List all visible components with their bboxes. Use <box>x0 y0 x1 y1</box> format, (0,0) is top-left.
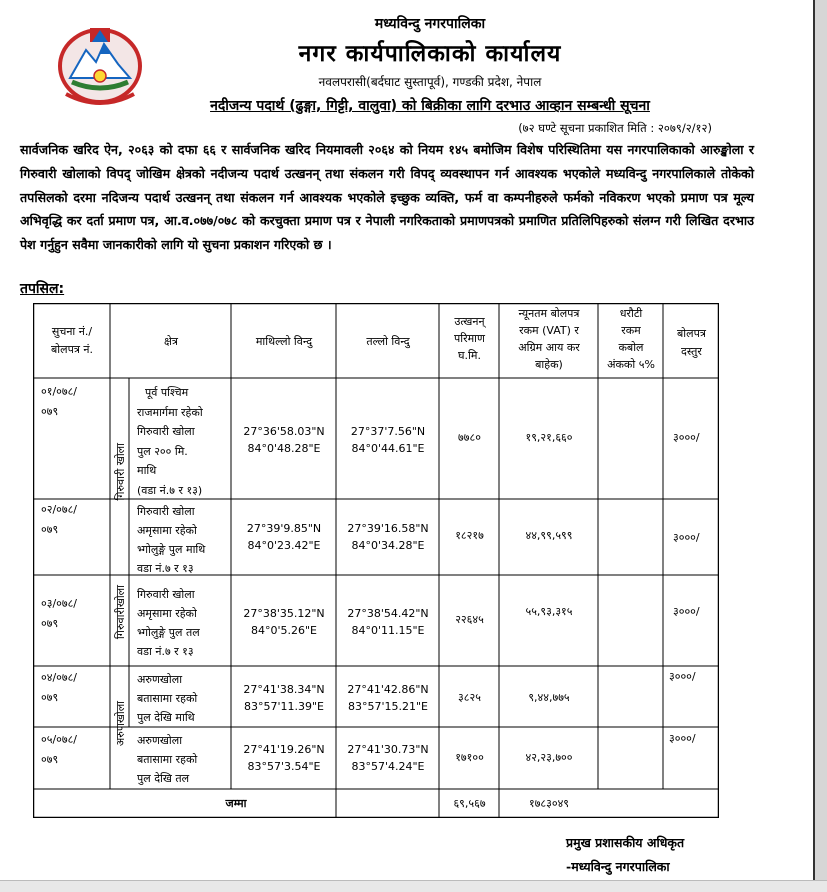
notice-body: सार्वजनिक खरिद ऐन, २०६३ को दफा ६६ र सार्वजनिक खरिद नियमावली २०६४ को नियम १४५ बमोजिम विशेष परिस्थितिमा यस नगरपालिकाको आरुङ्खोला र गिरुवारी खोलाको विपद् जोखिम क्षेत्रको नदीजन्य पदार्थ उत्खनन् तथा संकलन गरी विपद् व्यवस्थापन गर्न आवश्यक भएकोले मध्यविन्दु नगरपालिकाले तोकेको तपसिलको दरमा नदिजन्य पदार्थ उत्खनन् तथा संकलन गर्न आवश्यक भएकोले इच्छुक व्यक्ति, फर्म वा कम्पनीहरुले फर्मको नविकरण भएको प्रमाण पत्र मूल्य अभिवृद्धि कर दर्ता प्रमाण पत्र, आ.व.०७७/०७८ को करचुक्ता प्रमाण पत्र र नेपाली नगरिकताको प्रमाणपत्रको प्रमाणित प्रतिलिपिहरुको संलग्न गरी लिखित दरभाउ पेश गर्नुहुन सवैमा जानकारीको लागि यो सुचना प्रकाशन गरिएको छ । <box>20 142 754 253</box>
header-min-amount-3: अग्रिम आय कर <box>518 341 580 354</box>
row3-lower-lat: 27°38'54.42"N <box>347 607 429 620</box>
header-upper-point: माथिल्लो विन्दु <box>255 335 313 348</box>
row5-area-1: अरुणखोला <box>137 734 183 747</box>
row1-qty: ७७८० <box>458 431 481 444</box>
group-label-giruwari: गिरुवारी खोला <box>114 443 127 501</box>
total-label: जम्मा <box>225 797 247 810</box>
row2-fee: ३०००/ <box>673 531 700 544</box>
notice-title: नदीजन्य पदार्थ (ढुङ्गा, गिट्टी, वालुवा) को बिक्रीका लागि दरभाउ आव्हान सम्बन्धी सूचना <box>210 98 650 114</box>
row2-area-2: अमृसामा रहेको <box>137 524 197 537</box>
row4-upper-lon: 83°57'11.39"E <box>243 700 325 713</box>
row2-upper-lat: 27°39'9.85"N <box>246 522 322 535</box>
total-qty: ६९,५६७ <box>453 797 486 810</box>
header-lower-point: तल्लो विन्दु <box>366 335 410 348</box>
row1-fee: ३०००/ <box>673 431 700 444</box>
group-label-giruwari-2: गिरुवारीखोला <box>114 585 127 640</box>
row4-area-2: बतासामा रहको <box>137 692 198 705</box>
row3-area-3: भ्गोलुङ्गे पुल तल <box>137 626 200 639</box>
row3-upper-lon: 84°0'5.26"E <box>250 624 318 637</box>
viewer-scrollbar[interactable] <box>813 0 827 891</box>
row4-qty: ३८२५ <box>458 691 481 704</box>
row1-area-4: पुल २०० मि. <box>137 444 188 458</box>
row5-lower-lon: 83°57'4.24"E <box>351 760 425 773</box>
nepal-emblem-icon <box>52 20 148 106</box>
row1-upper-lat: 27°36'58.03"N <box>243 425 325 438</box>
row2-qty: १८२१७ <box>455 529 484 542</box>
row3-area-2: अमृसामा रहेको <box>137 607 197 620</box>
table-row <box>41 385 77 419</box>
row4-no-1: ०४/०७८/ <box>41 671 78 684</box>
header-notice-no-1: सुचना नं./ <box>51 325 93 338</box>
row3-amount: ५५,९३,३१५ <box>525 605 573 618</box>
row5-no-1: ०५/०७८/ <box>41 733 78 746</box>
header-quantity-2: परिमाण <box>454 332 485 345</box>
header-min-amount-2: रकम (VAT) र <box>519 324 579 337</box>
header-deposit-3: कबोल <box>618 341 644 354</box>
row3-lower-lon: 84°0'11.15"E <box>351 624 425 637</box>
group-label-arun: अरुणखोला <box>114 701 127 747</box>
header-quantity-3: घ.मि. <box>458 349 481 362</box>
row5-lower-lat: 27°41'30.73"N <box>347 743 429 756</box>
header-notice-no-2: बोलपत्र नं. <box>50 343 93 356</box>
row1-area-5: माथि <box>137 464 157 477</box>
row1-no-1: ०१/०७८/ <box>41 385 78 398</box>
row2-no-2: ०७९ <box>41 523 59 536</box>
header-fee-2: दस्तुर <box>681 345 702 358</box>
row4-lower-lon: 83°57'15.21"E <box>347 700 429 713</box>
row1-amount: १९,२१,६६० <box>525 431 573 444</box>
header-quantity-1: उत्खनन् <box>454 315 485 328</box>
row1-area-2: राजमार्गमा रहेको <box>137 405 203 419</box>
address: नवलपरासी(बर्दघाट सुस्तापूर्व), गण्डकी प्रदेश, नेपाल <box>318 75 542 89</box>
row1-area-1: पूर्व पश्चिम <box>145 386 189 399</box>
row5-area-2: बतासामा रहको <box>137 753 198 766</box>
row4-area-3: पुल देखि माथि <box>137 711 195 724</box>
total-amount: १७८३०४९ <box>528 797 570 810</box>
signatory-org: -मध्यविन्दु नगरपालिका <box>566 859 670 874</box>
header-fee-1: बोलपत्र <box>677 327 706 340</box>
row1-area-6: (वडा नं.७ र १३) <box>137 483 203 497</box>
tender-table <box>33 303 719 818</box>
row2-lower-lat: 27°39'16.58"N <box>347 522 429 535</box>
row2-upper-lon: 84°0'23.42"E <box>247 539 321 552</box>
row2-area-4: वडा नं.७ र १३ <box>137 562 194 575</box>
header-min-amount-1: न्यूनतम बोलपत्र <box>518 307 580 320</box>
signatory-title: प्रमुख प्रशासकीय अधिकृत <box>566 835 685 850</box>
row5-upper-lat: 27°41'19.26"N <box>243 743 325 756</box>
row5-qty: १७१०० <box>455 751 484 764</box>
row3-no-2: ०७९ <box>41 617 59 630</box>
row3-area-4: वडा नं.७ र १३ <box>137 645 194 658</box>
header-deposit-2: रकम <box>621 324 641 337</box>
tapsil-heading: तपसिल: <box>20 281 65 297</box>
row3-qty: २२६४५ <box>455 613 484 626</box>
row3-area-1: गिरुवारी खोला <box>137 588 195 601</box>
row2-lower-lon: 84°0'34.28"E <box>351 539 425 552</box>
row4-amount: ९,४४,७७५ <box>528 691 570 704</box>
municipality-name: मध्यविन्दु नगरपालिका <box>374 16 486 32</box>
row2-area-3: भ्गोलुङ्गे पुल माथि <box>137 543 206 556</box>
header-deposit-1: धरौटी <box>619 307 643 320</box>
row1-lower-lat: 27°37'7.56"N <box>350 425 426 438</box>
row3-fee: ३०००/ <box>673 605 700 618</box>
office-title: नगर कार्यपालिकाको कार्यालय <box>298 41 562 67</box>
row1-lower-lon: 84°0'44.61"E <box>351 442 425 455</box>
header-min-amount-4: बाहेक) <box>535 358 563 371</box>
row5-amount: ४२,२३,७०० <box>525 751 573 764</box>
row4-fee: ३०००/ <box>669 670 696 683</box>
row3-upper-lat: 27°38'35.12"N <box>243 607 325 620</box>
row2-area-1: गिरुवारी खोला <box>137 505 195 518</box>
header-deposit-4: अंकको ५% <box>607 358 655 371</box>
row2-no-1: ०२/०७८/ <box>41 503 78 516</box>
published-date: (७२ घण्टे सूचना प्रकाशित मिति : २०७९/२/१२) <box>518 121 712 135</box>
row4-no-2: ०७९ <box>41 691 59 704</box>
row2-amount: ४४,९९,५९९ <box>525 529 573 542</box>
row5-upper-lon: 83°57'3.54"E <box>247 760 321 773</box>
row5-fee: ३०००/ <box>669 732 696 745</box>
row4-area-1: अरुणखोला <box>137 673 183 686</box>
row1-upper-lon: 84°0'48.28"E <box>247 442 321 455</box>
row5-no-2: ०७९ <box>41 753 59 766</box>
viewer-bottom-bar <box>0 880 827 892</box>
row3-no-1: ०३/०७८/ <box>41 597 78 610</box>
row1-area-3: गिरुवारी खोला <box>137 425 195 438</box>
row1-no-2: ०७९ <box>41 405 59 418</box>
row5-area-3: पुल देखि तल <box>137 772 190 785</box>
row4-upper-lat: 27°41'38.34"N <box>243 683 325 696</box>
header-area: क्षेत्र <box>164 335 178 348</box>
row4-lower-lat: 27°41'42.86"N <box>347 683 429 696</box>
